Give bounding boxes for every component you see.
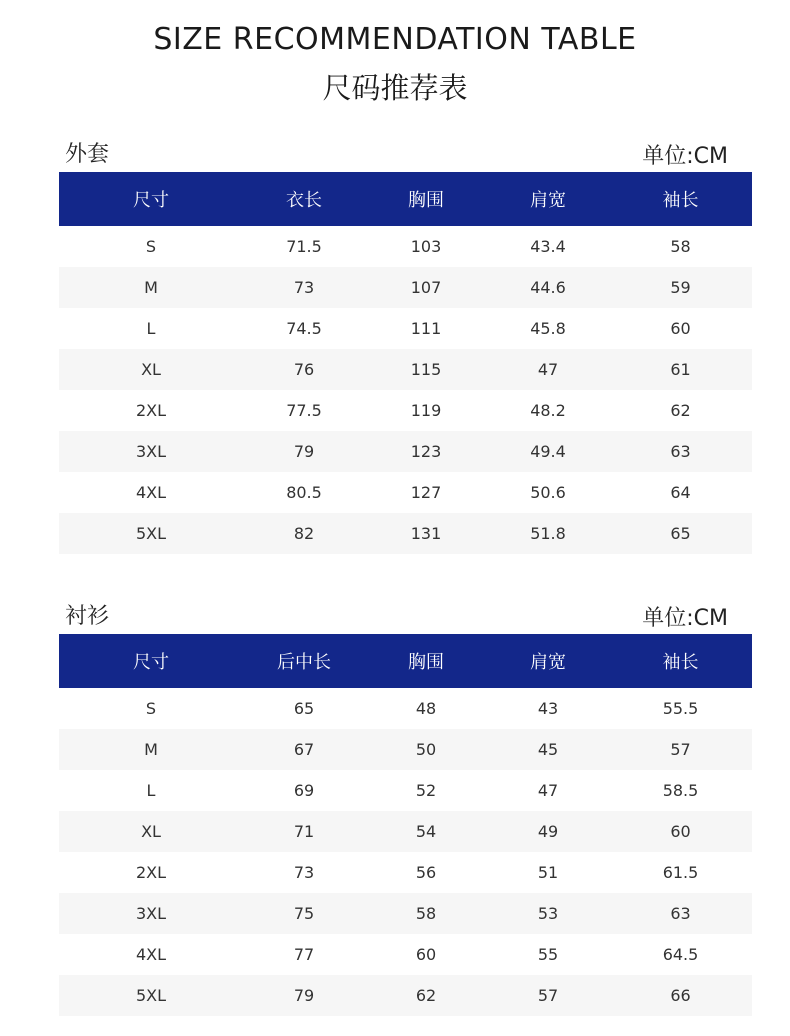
table-row [59,226,752,267]
column-header: 肩宽 [530,652,566,673]
table-cell: 76 [293,360,315,379]
table-cell: 82 [293,524,315,543]
table-cell: 74.5 [286,319,322,338]
table-row [59,811,752,852]
jacket-section-header [59,138,732,172]
column-header: 肩宽 [530,190,566,211]
table-cell: 67 [293,740,315,759]
column-header: 袖长 [662,190,699,211]
table-cell: 119 [410,401,442,420]
table-row [59,390,752,431]
table-cell: 80.5 [286,483,322,502]
table-cell: 4XL [135,483,167,502]
table-cell: 79 [293,442,315,461]
table-cell: 58 [415,904,437,923]
page-title-cn: 尺码推荐表 [322,71,468,105]
table-cell: 4XL [135,945,167,964]
table-cell: 50 [415,740,437,759]
shirt-size-table [59,634,752,1016]
table-cell: 49 [537,822,559,841]
table-cell: 44.6 [530,278,566,297]
shirt-section [59,600,732,1016]
table-cell: 71.5 [286,237,322,256]
page-title-en: SIZE RECOMMENDATION TABLE [153,22,637,57]
table-cell: 64 [670,483,691,502]
table-cell: 55.5 [662,699,699,718]
table-cell: 2XL [135,401,167,420]
table-cell: 77 [293,945,315,964]
table-cell: 107 [410,278,442,297]
table-row [59,770,752,811]
table-cell: 60 [415,945,437,964]
table-cell: 63 [670,442,691,461]
column-header: 袖长 [662,652,699,673]
jacket-section-title: 外套 [65,142,110,167]
column-header: 尺寸 [133,652,169,673]
table-cell: M [144,278,158,297]
table-cell: 2XL [135,863,167,882]
table-row [59,308,752,349]
table-cell: 66 [670,986,691,1005]
table-cell: L [146,319,156,338]
table-cell: 60 [670,822,691,841]
table-cell: 49.4 [530,442,566,461]
table-cell: 62 [670,401,691,420]
table-cell: 48.2 [530,401,566,420]
table-cell: 61 [670,360,691,379]
table-cell: 5XL [135,524,167,543]
table-cell: 69 [293,781,315,800]
table-cell: XL [141,360,161,379]
table-cell: 63 [670,904,691,923]
shirt-section-header [59,600,732,634]
table-row [59,729,752,770]
table-cell: 59 [670,278,691,297]
table-header-row [59,634,752,688]
table-cell: 54 [415,822,437,841]
table-cell: 123 [410,442,442,461]
column-header: 后中长 [277,652,331,673]
table-cell: 103 [410,237,442,256]
jacket-unit-label: 单位:CM [642,144,728,169]
table-cell: 61.5 [662,863,699,882]
jacket-section [59,138,732,554]
table-cell: L [146,781,156,800]
table-row [59,472,752,513]
table-row [59,975,752,1016]
table-cell: 43.4 [530,237,566,256]
table-row [59,893,752,934]
table-cell: 75 [293,904,315,923]
table-row [59,513,752,554]
column-header: 尺寸 [133,190,169,211]
table-cell: 3XL [135,442,167,461]
table-row [59,267,752,308]
table-cell: 71 [293,822,315,841]
table-cell: 47 [537,360,559,379]
table-cell: 65 [293,699,315,718]
table-cell: XL [141,822,161,841]
table-cell: 52 [415,781,437,800]
table-cell: 58.5 [662,781,699,800]
table-cell: 115 [410,360,442,379]
table-cell: 57 [537,986,559,1005]
table-cell: 58 [670,237,691,256]
table-row [59,934,752,975]
table-row [59,688,752,729]
table-cell: 3XL [135,904,167,923]
table-cell: 45.8 [530,319,566,338]
shirt-unit-label: 单位:CM [642,606,728,631]
table-cell: 43 [537,699,559,718]
table-cell: 55 [537,945,559,964]
table-cell: 53 [537,904,559,923]
column-header: 胸围 [408,652,444,673]
table-cell: 50.6 [530,483,566,502]
table-cell: 47 [537,781,559,800]
table-cell: 77.5 [286,401,322,420]
table-cell: 65 [670,524,691,543]
table-cell: 48 [415,699,437,718]
table-cell: 64.5 [662,945,699,964]
table-row [59,852,752,893]
column-header: 衣长 [286,190,322,211]
table-cell: S [145,699,157,718]
table-cell: 60 [670,319,691,338]
table-cell: 127 [410,483,442,502]
table-row [59,431,752,472]
table-header-row [59,172,752,226]
table-cell: 79 [293,986,315,1005]
table-cell: 111 [410,319,442,338]
table-cell: 5XL [135,986,167,1005]
table-cell: 131 [410,524,442,543]
table-cell: 73 [293,863,315,882]
table-cell: M [144,740,158,759]
table-cell: 56 [415,863,437,882]
table-cell: 73 [293,278,315,297]
shirt-section-title: 衬衫 [65,604,110,629]
table-cell: 62 [415,986,437,1005]
table-cell: 57 [670,740,691,759]
table-cell: 51 [537,863,559,882]
jacket-size-table [59,172,752,554]
column-header: 胸围 [408,190,444,211]
table-cell: S [145,237,157,256]
table-cell: 51.8 [530,524,566,543]
table-cell: 45 [537,740,559,759]
table-row [59,349,752,390]
